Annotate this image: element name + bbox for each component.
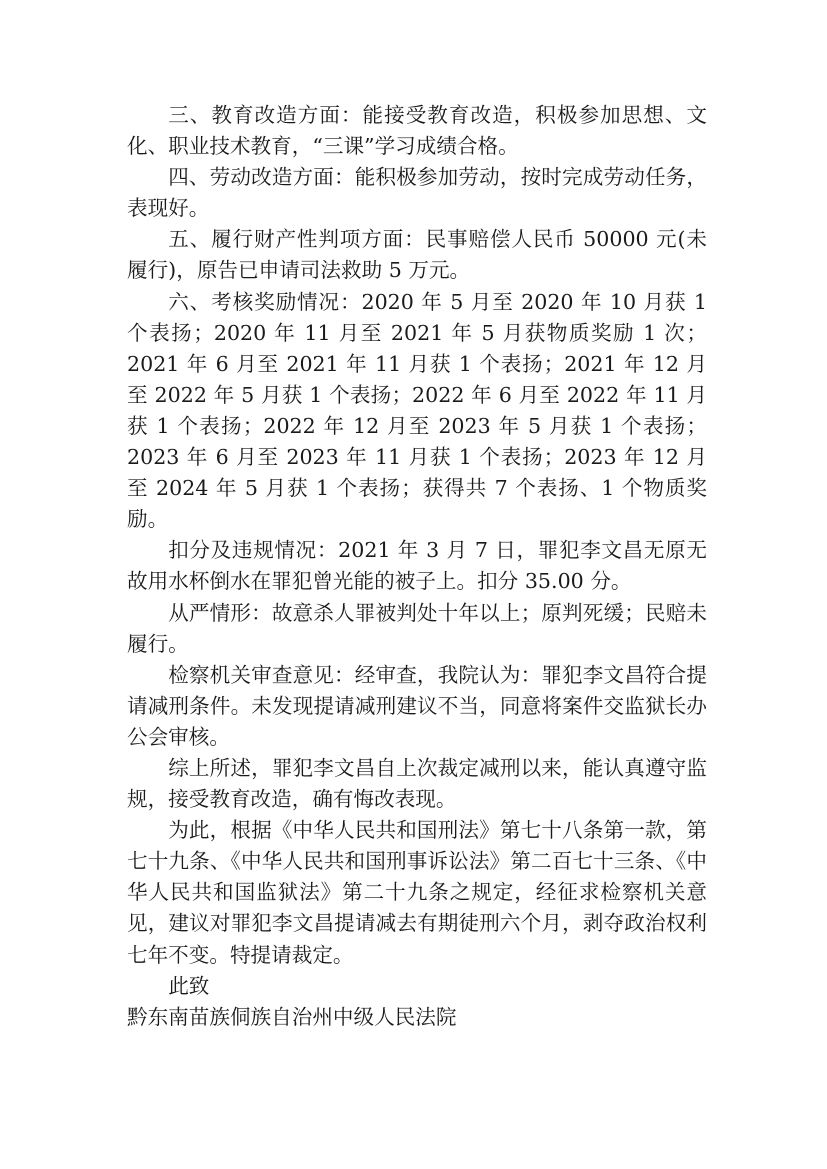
paragraph-labor-reform: 四、劳动改造方面：能积极参加劳动，按时完成劳动任务，表现好。	[127, 165, 707, 221]
paragraph-summary: 综上所述，罪犯李文昌自上次裁定减刑以来，能认真遵守监规，接受教育改造，确有悔改表现。	[127, 755, 707, 812]
closing-salutation: 此致	[168, 973, 210, 998]
paragraph-violations: 扣分及违规情况：2021 年 3 月 7 日，罪犯李文昌无原无故用水杯倒水在罪犯曾光能的被子上。扣分 35.00 分。	[127, 538, 707, 594]
paragraph-procuratorate-opinion: 检察机关审查意见：经审查，我院认为：罪犯李文昌符合提请减刑条件。未发现提请减刑建议不当，同意将案件交监狱长办公会审核。	[127, 662, 707, 749]
paragraph-education-reform: 三、教育改造方面：能接受教育改造，积极参加思想、文化、职业技术教育，“三课”学习成绩合格。	[127, 103, 707, 159]
addressee-court: 黔东南苗族侗族自治州中级人民法院	[127, 1004, 457, 1029]
paragraph-legal-basis: 为此，根据《中华人民共和国刑法》第七十八条第一款，第七十九条、《中华人民共和国刑事诉讼法》第二百七十三条、《中华人民共和国监狱法》第二十九条之规定，经征求检察机关意见，建议对罪犯李文昌提请减去有期徒刑六个月，剥夺政治权利七年不变。特提请裁定。	[127, 818, 707, 967]
paragraph-strict-circumstances: 从严情形：故意杀人罪被判处十年以上；原判死缓；民赔未履行。	[127, 600, 707, 656]
paragraph-property-judgment: 五、履行财产性判项方面：民事赔偿人民币 50000 元(未履行)，原告已申请司法救助 5 万元。	[127, 227, 707, 283]
paragraph-rewards: 六、考核奖励情况：2020 年 5 月至 2020 年 10 月获 1 个表扬；2020 年 11 月至 2021 年 5 月获物质奖励 1 次；2021 年 6 月至 2021 年 11 月获 1 个表扬；2021 年 12 月至 2022 年 5 月获 1 个表扬；2022 年 6 月至 2022 年 11 月获 1 个表扬；2022 年 12 月至 2023 年 5 月获 1 个表扬；2023 年 6 月至 2023 年 11 月获 1 个表扬；2023 年 12 月至 2024 年 5 月获 1 个表扬；获得共 7 个表扬、1 个物质奖励。	[127, 289, 707, 532]
document-body	[127, 100, 707, 1033]
